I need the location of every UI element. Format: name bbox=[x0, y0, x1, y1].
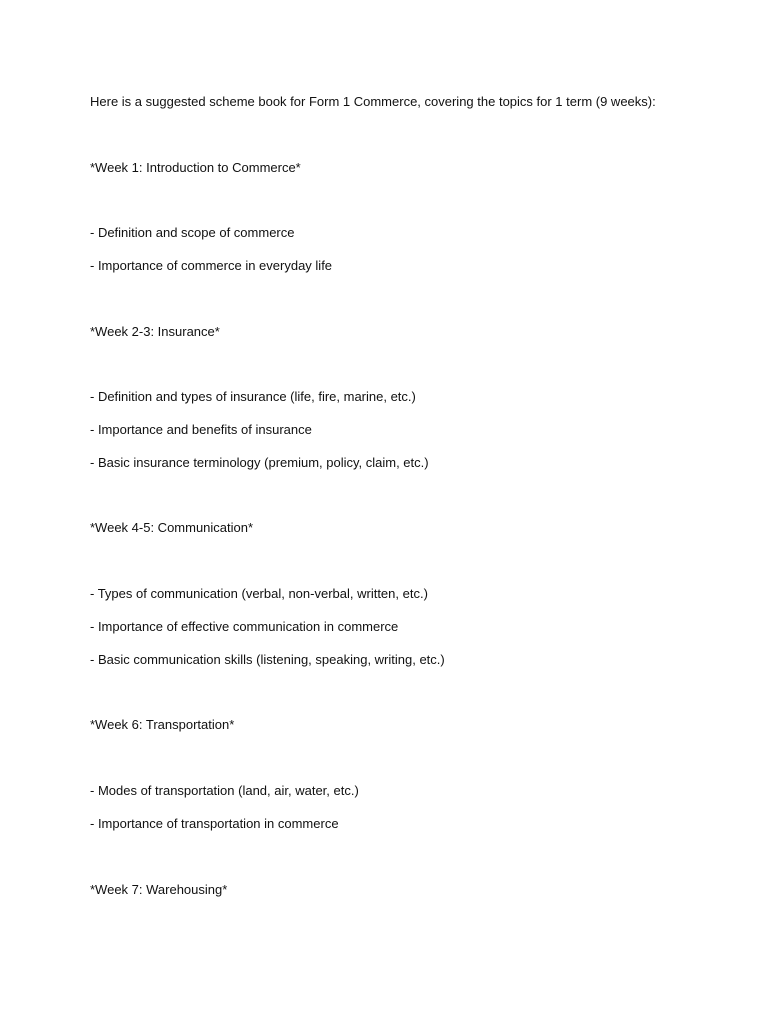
list-item: - Importance of transportation in commerce bbox=[90, 816, 339, 831]
section-heading-week-6: *Week 6: Transportation* bbox=[90, 717, 235, 732]
list-item: - Types of communication (verbal, non-verbal, written, etc.) bbox=[90, 586, 428, 601]
list-item: - Definition and scope of commerce bbox=[90, 225, 295, 240]
intro-text: Here is a suggested scheme book for Form 1 Commerce, covering the topics for 1 term (9 weeks): bbox=[90, 94, 656, 109]
list-item: - Basic insurance terminology (premium, policy, claim, etc.) bbox=[90, 455, 429, 470]
list-item: - Modes of transportation (land, air, water, etc.) bbox=[90, 783, 359, 798]
list-item: - Importance of effective communication in commerce bbox=[90, 619, 399, 634]
section-heading-week-4-5: *Week 4-5: Communication* bbox=[90, 520, 254, 535]
list-item: - Basic communication skills (listening, speaking, writing, etc.) bbox=[90, 652, 445, 667]
section-heading-week-1: *Week 1: Introduction to Commerce* bbox=[90, 160, 301, 175]
list-item: - Importance of commerce in everyday life bbox=[90, 258, 333, 273]
list-item: - Importance and benefits of insurance bbox=[90, 422, 312, 437]
section-heading-week-2-3: *Week 2-3: Insurance* bbox=[90, 324, 220, 339]
section-heading-week-7: *Week 7: Warehousing* bbox=[90, 882, 228, 897]
list-item: - Definition and types of insurance (life, fire, marine, etc.) bbox=[90, 389, 416, 404]
